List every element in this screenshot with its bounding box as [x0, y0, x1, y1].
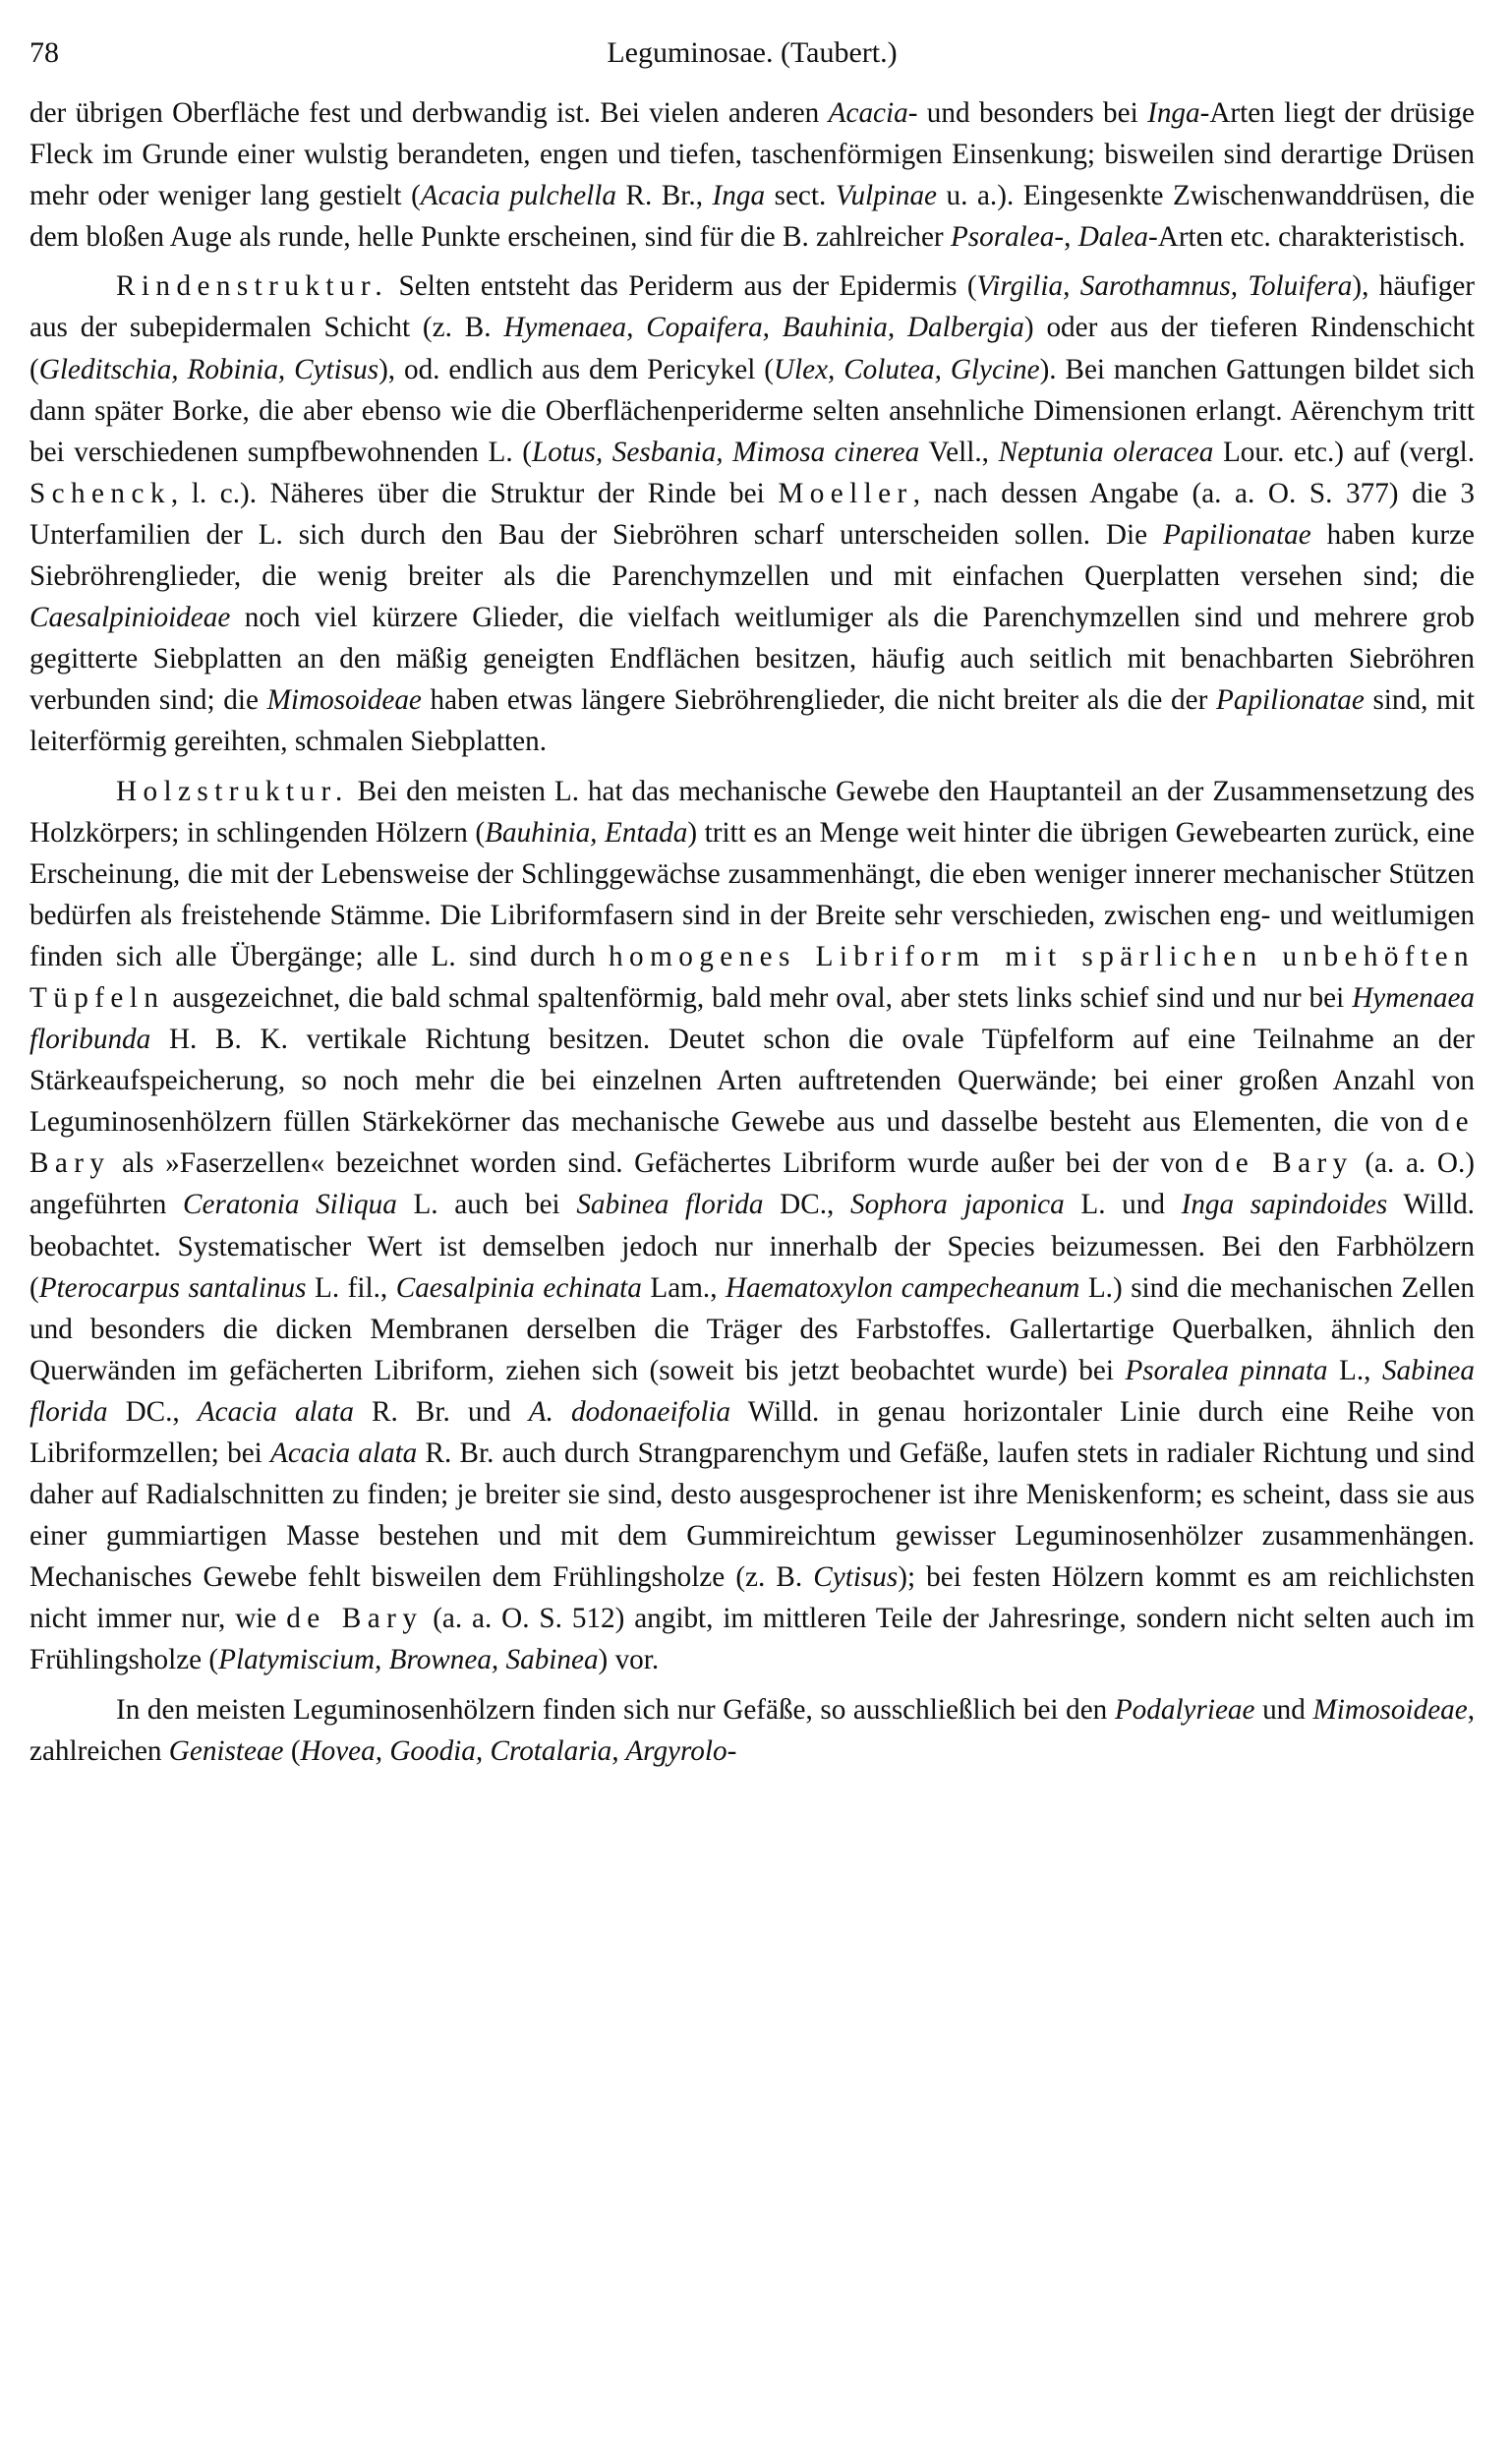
italic-term: Inga — [712, 180, 766, 212]
text-run: haben kurze Siebröhrenglieder, die wenig breiter als die Parenchymzellen und mit einfachen Querplatten versehen sind; die — [29, 518, 1475, 593]
italic-term: Caesalpinioideae — [29, 602, 231, 634]
page-header — [29, 28, 1475, 79]
text-run: DC., — [107, 1395, 198, 1428]
text-run: , l. c.). Näheres über die Struktur der Rinde bei — [170, 477, 779, 509]
italic-term: Hovea, Goodia, Crotalaria, Argyrolo- — [300, 1734, 737, 1767]
text-run: Willd. in genau horizontaler Linie durch eine Reihe von Libriformzellen; bei — [29, 1395, 1476, 1469]
text-run: u. a.). Eingesenkte Zwischenwanddrüsen, die dem bloßen Auge als runde, helle Punkte erscheinen, sind für die B. zahlreicher — [29, 180, 1475, 254]
text-run: Vell., — [919, 436, 999, 468]
italic-term: Podalyrieae — [1114, 1693, 1255, 1726]
italic-term: Mimosoideae — [1312, 1693, 1468, 1726]
text-run: L. auch bei — [396, 1189, 577, 1221]
text-run: L. und — [1064, 1189, 1182, 1221]
italic-term: Hymenaea, Copaifera, Bauhinia, Dalbergia — [503, 312, 1024, 344]
italic-term: Bauhinia, Entada — [485, 816, 688, 849]
text-run: Lour. etc.) auf (vergl. — [1213, 436, 1476, 468]
text-run: H. B. K. vertikale Richtung besitzen. Deutet schon die ovale Tüpfelform auf eine Teilnahme an der Stärkeaufspeicherung, so noch mehr die bei einzelnen Arten auftretenden Querwände; bei einer großen Anzahl von Leguminosenhölzern füllen Stärkekörner das mechanische Gewebe aus und dasselbe besteht aus Elementen, die von — [29, 1024, 1475, 1139]
italic-term: Inga — [1147, 97, 1200, 129]
text-run: ), häufiger aus der subepidermalen Schicht (z. B. — [29, 270, 1475, 344]
italic-term: Inga sapindoides — [1181, 1189, 1388, 1221]
italic-term: Caesalpinia echinata — [395, 1271, 642, 1304]
italic-term: Ceratonia Siliqua — [183, 1189, 397, 1221]
text-run: Lam., — [641, 1271, 727, 1304]
italic-term: Virgilia, Sarothamnus, Toluifera — [976, 270, 1353, 303]
italic-term: Acacia — [828, 97, 908, 129]
italic-term: Sabinea florida — [576, 1189, 764, 1221]
spaced-emphasis: Moeller — [778, 477, 913, 509]
text-run: der übrigen Oberfläche fest und derbwandig ist. Bei vielen anderen — [29, 97, 829, 129]
text-run: DC., — [763, 1189, 850, 1221]
paragraph-rindenstruktur — [29, 265, 1475, 762]
italic-term: Papilionatae — [1215, 684, 1365, 717]
italic-term: Ulex, Colutea, Glycine — [773, 353, 1040, 385]
running-head: Leguminosae. (Taubert.) — [607, 36, 898, 69]
spaced-emphasis: de Bary — [1214, 1147, 1354, 1180]
text-run: R. Br. und — [353, 1395, 529, 1428]
text-run: ); bei festen Hölzern kommt es am reichlichsten nicht immer nur, wie — [29, 1561, 1475, 1635]
paragraph — [29, 92, 1475, 258]
text-run: sind, mit leiterförmig gereihten, schmalen Siebplatten. — [29, 684, 1475, 758]
document-page — [29, 28, 1475, 1780]
text-run: sect. — [765, 180, 836, 212]
italic-term: Pterocarpus santalinus — [38, 1271, 307, 1304]
paragraph-gefaesse — [29, 1689, 1475, 1772]
italic-term: Gleditschia, Robinia, Cytisus — [38, 353, 379, 385]
italic-term: Mimosoideae — [266, 684, 422, 717]
text-run: - und besonders bei — [907, 97, 1148, 129]
spaced-emphasis: Rindenstruktur. — [116, 270, 389, 303]
text-run: , nach dessen Angabe (a. a. O. S. 377) die 3 Unterfamilien der L. sich durch den Bau der Siebröhren scharf unterscheiden sollen. Die — [29, 477, 1475, 551]
text-run: , zahlreichen — [29, 1693, 1476, 1767]
spaced-emphasis: homogenes Libriform mit spärlichen unbehöften Tüpfeln — [29, 940, 1475, 1014]
text-run: Selten entsteht das Periderm aus der Epidermis ( — [388, 270, 977, 303]
text-run: L.) sind die mechanischen Zellen und besonders die dicken Membranen derselben die Träger des Farbstoffes. Gallertartige Querbalken, ähnlich den Querwänden im gefächerten Libriform, ziehen sich (soweit bis jetzt beobachtet wurde) bei — [29, 1271, 1475, 1386]
italic-term: Cytisus — [813, 1561, 899, 1594]
text-run: (a. a. O.) angeführten — [29, 1147, 1475, 1221]
text-run: und — [1254, 1693, 1313, 1726]
italic-term: Acacia pulchella — [420, 180, 616, 212]
paragraph-holzstruktur — [29, 771, 1475, 1681]
text-run: In den meisten Leguminosenhölzern finden sich nur Gefäße, so ausschließlich bei den — [116, 1693, 1115, 1726]
text-run: -Arten etc. charakteristisch. — [1148, 221, 1466, 254]
italic-term: Dalea — [1077, 221, 1149, 254]
text-run: als »Faserzellen« bezeichnet worden sind. Gefächertes Libriform wurde außer bei der von — [110, 1147, 1215, 1180]
body-text — [29, 92, 1475, 1772]
text-run: -Arten liegt der drüsige Fleck im Grunde einer wulstig berandeten, engen und tiefen, taschenförmigen Einsenkung; bisweilen sind derartige Drüsen mehr oder weniger lang gestielt ( — [29, 97, 1476, 212]
text-run: noch viel kürzere Glieder, die vielfach weitlumiger als die Parenchymzellen sind und mehrere grob gegitterte Siebplatten an den mäßig geneigten Endflächen besitzen, häufig auch seitlich mit benachbarten Siebröhren verbunden sind; die — [29, 602, 1475, 717]
italic-term: Vulpinae — [835, 180, 938, 212]
text-run: haben etwas längere Siebröhrenglieder, die nicht breiter als die der — [421, 684, 1216, 717]
page-number: 78 — [29, 36, 59, 69]
text-run: L. fil., — [306, 1271, 396, 1304]
italic-term: Psoralea pinnata — [1125, 1354, 1328, 1386]
text-run: ), od. endlich aus dem Pericykel ( — [378, 353, 774, 385]
text-run: ). Bei manchen Gattungen bildet sich dann später Borke, die aber ebenso wie die Oberflächenperiderme selten ansehnliche Dimensionen erlangt. Aërenchym tritt bei verschiedenen sumpfbewohnenden L. ( — [29, 353, 1475, 468]
text-run: (a. a. O. S. 512) angibt, im mittleren Teile der Jahresringe, sondern nicht selten auch im Frühlingsholze ( — [29, 1603, 1475, 1676]
text-run: L., — [1327, 1354, 1382, 1386]
text-run: ( — [283, 1734, 301, 1767]
text-run: -, — [1054, 221, 1078, 254]
italic-term: Platymiscium, Brownea, Sabinea — [218, 1644, 599, 1676]
italic-term: Hymenaea floribunda — [29, 981, 1475, 1056]
spaced-emphasis: de Bary — [29, 1106, 1475, 1180]
italic-term: Sophora japonica — [849, 1189, 1065, 1221]
italic-term: A. dodonaeifolia — [528, 1395, 731, 1428]
italic-term: Acacia alata — [270, 1437, 418, 1469]
text-run: ) vor. — [598, 1644, 660, 1676]
text-run: ausgezeichnet, die bald schmal spaltenförmig, bald mehr oval, aber stets links schief sind und nur bei — [164, 981, 1353, 1014]
italic-term: Genisteae — [168, 1734, 284, 1767]
text-run: Willd. beobachtet. Systematischer Wert ist demselben jedoch nur innerhalb der Species beizumessen. Bei den Farbhölzern ( — [29, 1189, 1475, 1304]
spaced-emphasis: Schenck — [29, 477, 171, 509]
spaced-emphasis: Holzstruktur. — [116, 775, 349, 807]
text-run: R. Br., — [615, 180, 713, 212]
italic-term: Acacia alata — [197, 1395, 354, 1428]
italic-term: Sabinea florida — [29, 1354, 1475, 1428]
text-run: ) tritt es an Menge weit hinter die übrigen Gewebearten zurück, eine Erscheinung, die mit der Lebensweise der Schlinggewächse zusammenhängt, die eben weniger innerer mechanischer Stützen bedürfen als freistehende Stämme. Die Libriformfasern sind in der Breite sehr verschieden, zwischen eng- und weitlumigen finden sich alle Übergänge; alle L. sind durch — [29, 816, 1476, 972]
text-run: Bei den meisten L. hat das mechanische Gewebe den Hauptanteil an der Zusammensetzung des Holzkörpers; in schlingenden Hölzern ( — [29, 775, 1475, 849]
italic-term: Lotus, Sesbania, Mimosa cinerea — [532, 436, 920, 468]
italic-term: Psoralea — [950, 221, 1055, 254]
italic-term: Neptunia oleracea — [998, 436, 1214, 468]
text-run: ) oder aus der tieferen Rindenschicht ( — [29, 312, 1475, 385]
text-run: R. Br. auch durch Strangparenchym und Gefäße, laufen stets in radialer Richtung und sind daher auf Radialschnitten zu finden; je breiter sie sind, desto ausgesprochener ist ihre Meniskenform; es scheint, dass sie aus einer gummiartigen Masse bestehen und mit dem Gummireichtum gewisser Leguminosenhölzer zusammenhängen. Mechanisches Gewebe fehlt bisweilen dem Frühlingsholze (z. B. — [29, 1437, 1475, 1594]
spaced-emphasis: de Bary — [286, 1603, 424, 1635]
italic-term: Haematoxylon campecheanum — [726, 1271, 1080, 1304]
italic-term: Papilionatae — [1162, 518, 1311, 551]
